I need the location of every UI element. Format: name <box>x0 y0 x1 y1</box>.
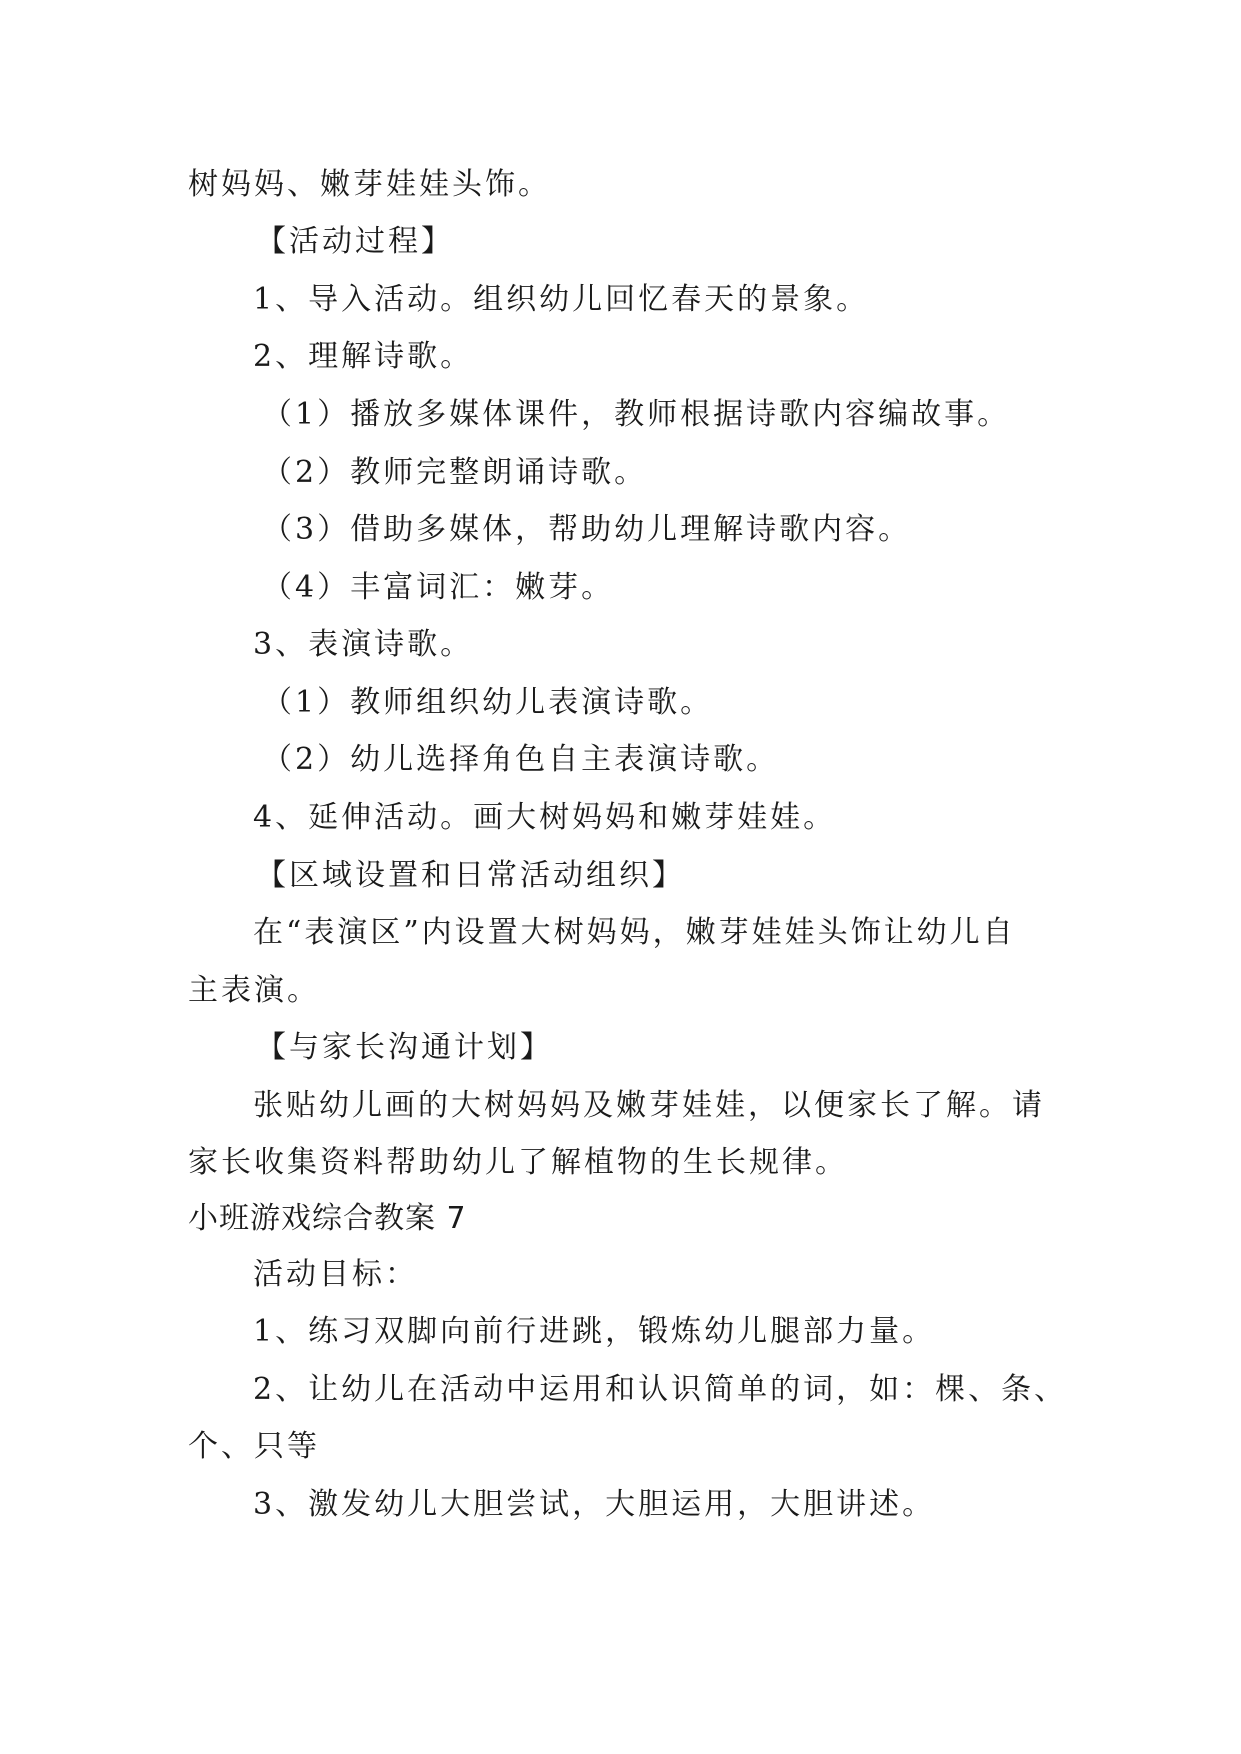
text-line: 3、表演诗歌。 <box>253 627 474 662</box>
text-line: （1）播放多媒体课件，教师根据诗歌内容编故事。 <box>262 397 1011 432</box>
section-heading: 【区域设置和日常活动组织】 <box>256 858 685 893</box>
text-line: 树妈妈、嫩芽娃娃头饰。 <box>188 167 551 202</box>
text-line: 家长收集资料帮助幼儿了解植物的生长规律。 <box>188 1145 848 1180</box>
text-line: 2、让幼儿在活动中运用和认识简单的词，如：棵、条、 <box>253 1372 1068 1407</box>
text-line: 主表演。 <box>188 973 320 1008</box>
text-line: 活动目标： <box>253 1257 418 1292</box>
text-line: 1、练习双脚向前行进跳，锻炼幼儿腿部力量。 <box>253 1314 936 1349</box>
text-line: 张贴幼儿画的大树妈妈及嫩芽娃娃，以便家长了解。请 <box>253 1088 1045 1123</box>
text-line: （2）教师完整朗诵诗歌。 <box>262 455 648 490</box>
text-line: 个、只等 <box>188 1429 320 1464</box>
text-line: （2）幼儿选择角色自主表演诗歌。 <box>262 742 780 777</box>
text-line: 4、延伸活动。画大树妈妈和嫩芽娃娃。 <box>253 800 837 835</box>
document-title: 小班游戏综合教案 7 <box>188 1201 467 1236</box>
text-line: 2、理解诗歌。 <box>253 339 474 374</box>
text-line: （1）教师组织幼儿表演诗歌。 <box>262 685 714 720</box>
text-line: （4）丰富词汇：嫩芽。 <box>262 570 615 605</box>
text-line: 在“表演区”内设置大树妈妈，嫩芽娃娃头饰让幼儿自 <box>253 915 1016 950</box>
section-heading: 【与家长沟通计划】 <box>256 1030 553 1065</box>
text-line: 3、激发幼儿大胆尝试，大胆运用，大胆讲述。 <box>253 1487 936 1522</box>
section-heading: 【活动过程】 <box>256 224 454 259</box>
text-line: 1、导入活动。组织幼儿回忆春天的景象。 <box>253 282 870 317</box>
text-line: （3）借助多媒体，帮助幼儿理解诗歌内容。 <box>262 512 912 547</box>
